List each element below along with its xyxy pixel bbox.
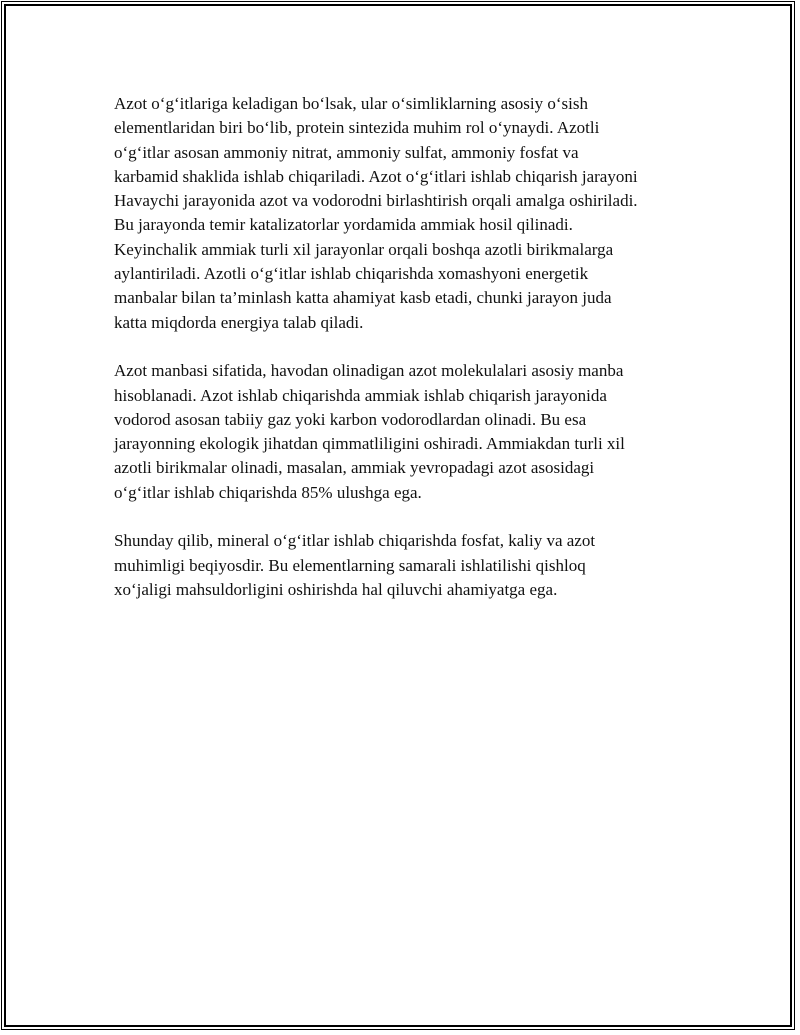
paragraph-2 bbox=[114, 359, 694, 505]
text-line: o‘g‘itlar asosan ammoniy nitrat, ammoniy sulfat, ammoniy fosfat va bbox=[114, 142, 579, 162]
text-line: Bu jarayonda temir katalizatorlar yordamida ammiak hosil qilinadi. bbox=[114, 215, 573, 235]
text-line: azotli birikmalar olinadi, masalan, ammiak yevropadagi azot asosidagi bbox=[114, 458, 595, 478]
text-line: Havaychi jarayonida azot va vodorodni birlashtirish orqali amalga oshiriladi. bbox=[114, 191, 638, 211]
text-line: katta miqdorda energiya talab qiladi. bbox=[114, 312, 364, 332]
text-line: aylantiriladi. Azotli o‘g‘itlar ishlab chiqarishda xomashyoni energetik bbox=[114, 264, 589, 284]
text-line: jarayonning ekologik jihatdan qimmatliligini oshiradi. Ammiakdan turli xil bbox=[114, 434, 625, 454]
document-body bbox=[114, 92, 694, 627]
text-line: hisoblanadi. Azot ishlab chiqarishda ammiak ishlab chiqarish jarayonida bbox=[114, 385, 607, 405]
text-line: Keyinchalik ammiak turli xil jarayonlar orqali boshqa azotli birikmalarga bbox=[114, 239, 614, 259]
text-line: Azot manbasi sifatida, havodan olinadigan azot molekulalari asosiy manba bbox=[114, 361, 624, 381]
paragraph-1 bbox=[114, 92, 694, 335]
text-line: muhimligi beqiyosdir. Bu elementlarning samarali ishlatilishi qishloq bbox=[114, 555, 586, 575]
text-line: elementlaridan biri bo‘lib, protein sintezida muhim rol o‘ynaydi. Azotli bbox=[114, 118, 600, 138]
text-line: Shunday qilib, mineral o‘g‘itlar ishlab chiqarishda fosfat, kaliy va azot bbox=[114, 531, 596, 551]
text-line: o‘g‘itlar ishlab chiqarishda 85% ulushga ega. bbox=[114, 482, 422, 502]
text-line: karbamid shaklida ishlab chiqariladi. Azot o‘g‘itlari ishlab chiqarish jarayoni bbox=[114, 166, 638, 186]
text-line: xo‘jaligi mahsuldorligini oshirishda hal qiluvchi ahamiyatga ega. bbox=[114, 579, 558, 599]
text-line: vodorod asosan tabiiy gaz yoki karbon vodorodlardan olinadi. Bu esa bbox=[114, 409, 587, 429]
text-line: Azot o‘g‘itlariga keladigan bo‘lsak, ular o‘simliklarning asosiy o‘sish bbox=[114, 94, 589, 113]
paragraph-3 bbox=[114, 529, 694, 602]
text-line: manbalar bilan ta’minlash katta ahamiyat kasb etadi, chunki jarayon juda bbox=[114, 288, 612, 308]
